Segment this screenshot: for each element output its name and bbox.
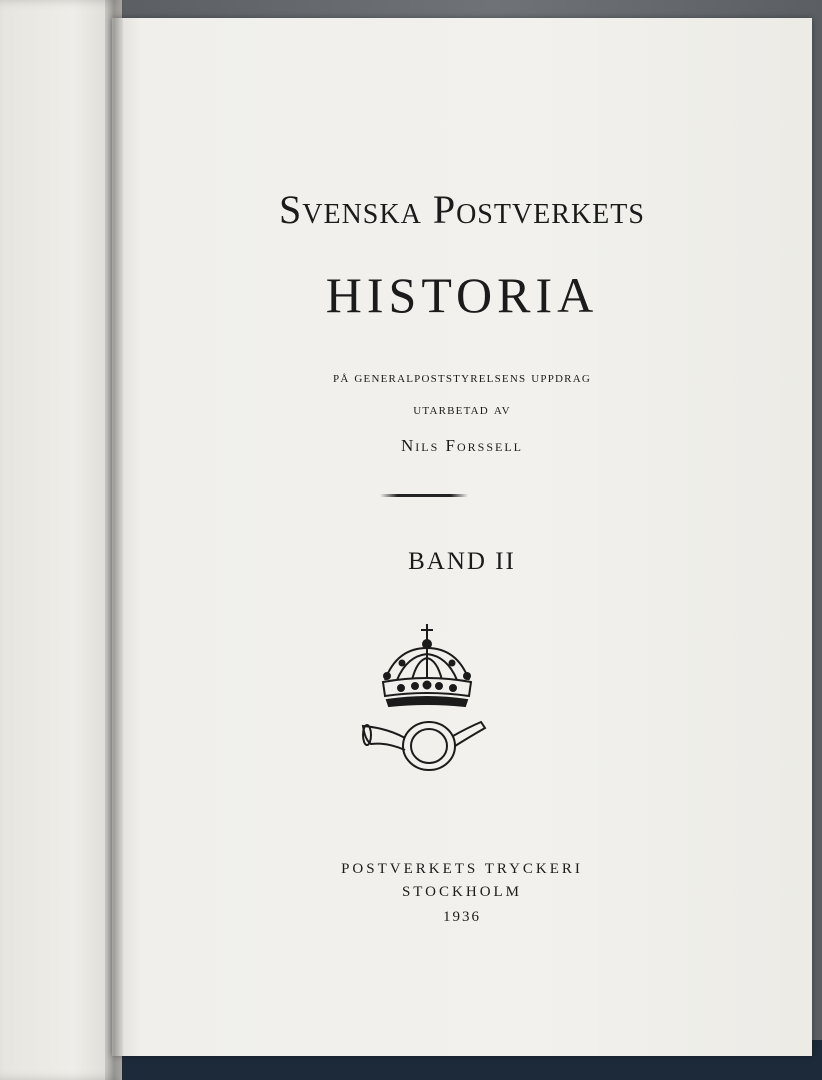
publication-city: STOCKHOLM — [401, 884, 523, 900]
facing-page — [0, 0, 122, 1080]
divider-rule — [380, 494, 468, 497]
volume-label: BAND II — [408, 548, 516, 575]
subtitle-line-2: utarbetad av — [413, 402, 511, 418]
title-page — [112, 18, 812, 1056]
crown-over-posthorn-icon — [357, 618, 497, 778]
title-line-1: Svenska Postverkets — [279, 187, 645, 232]
publication-year: 1936 — [443, 909, 481, 925]
subtitle-line-1: på generalpoststyrelsens uppdrag — [333, 370, 591, 386]
title-line-2: HISTORIA — [325, 267, 599, 323]
author-name: Nils Forssell — [401, 436, 523, 455]
publisher: POSTVERKETS TRYCKERI — [341, 861, 583, 877]
book-gutter-shadow — [105, 0, 123, 1080]
